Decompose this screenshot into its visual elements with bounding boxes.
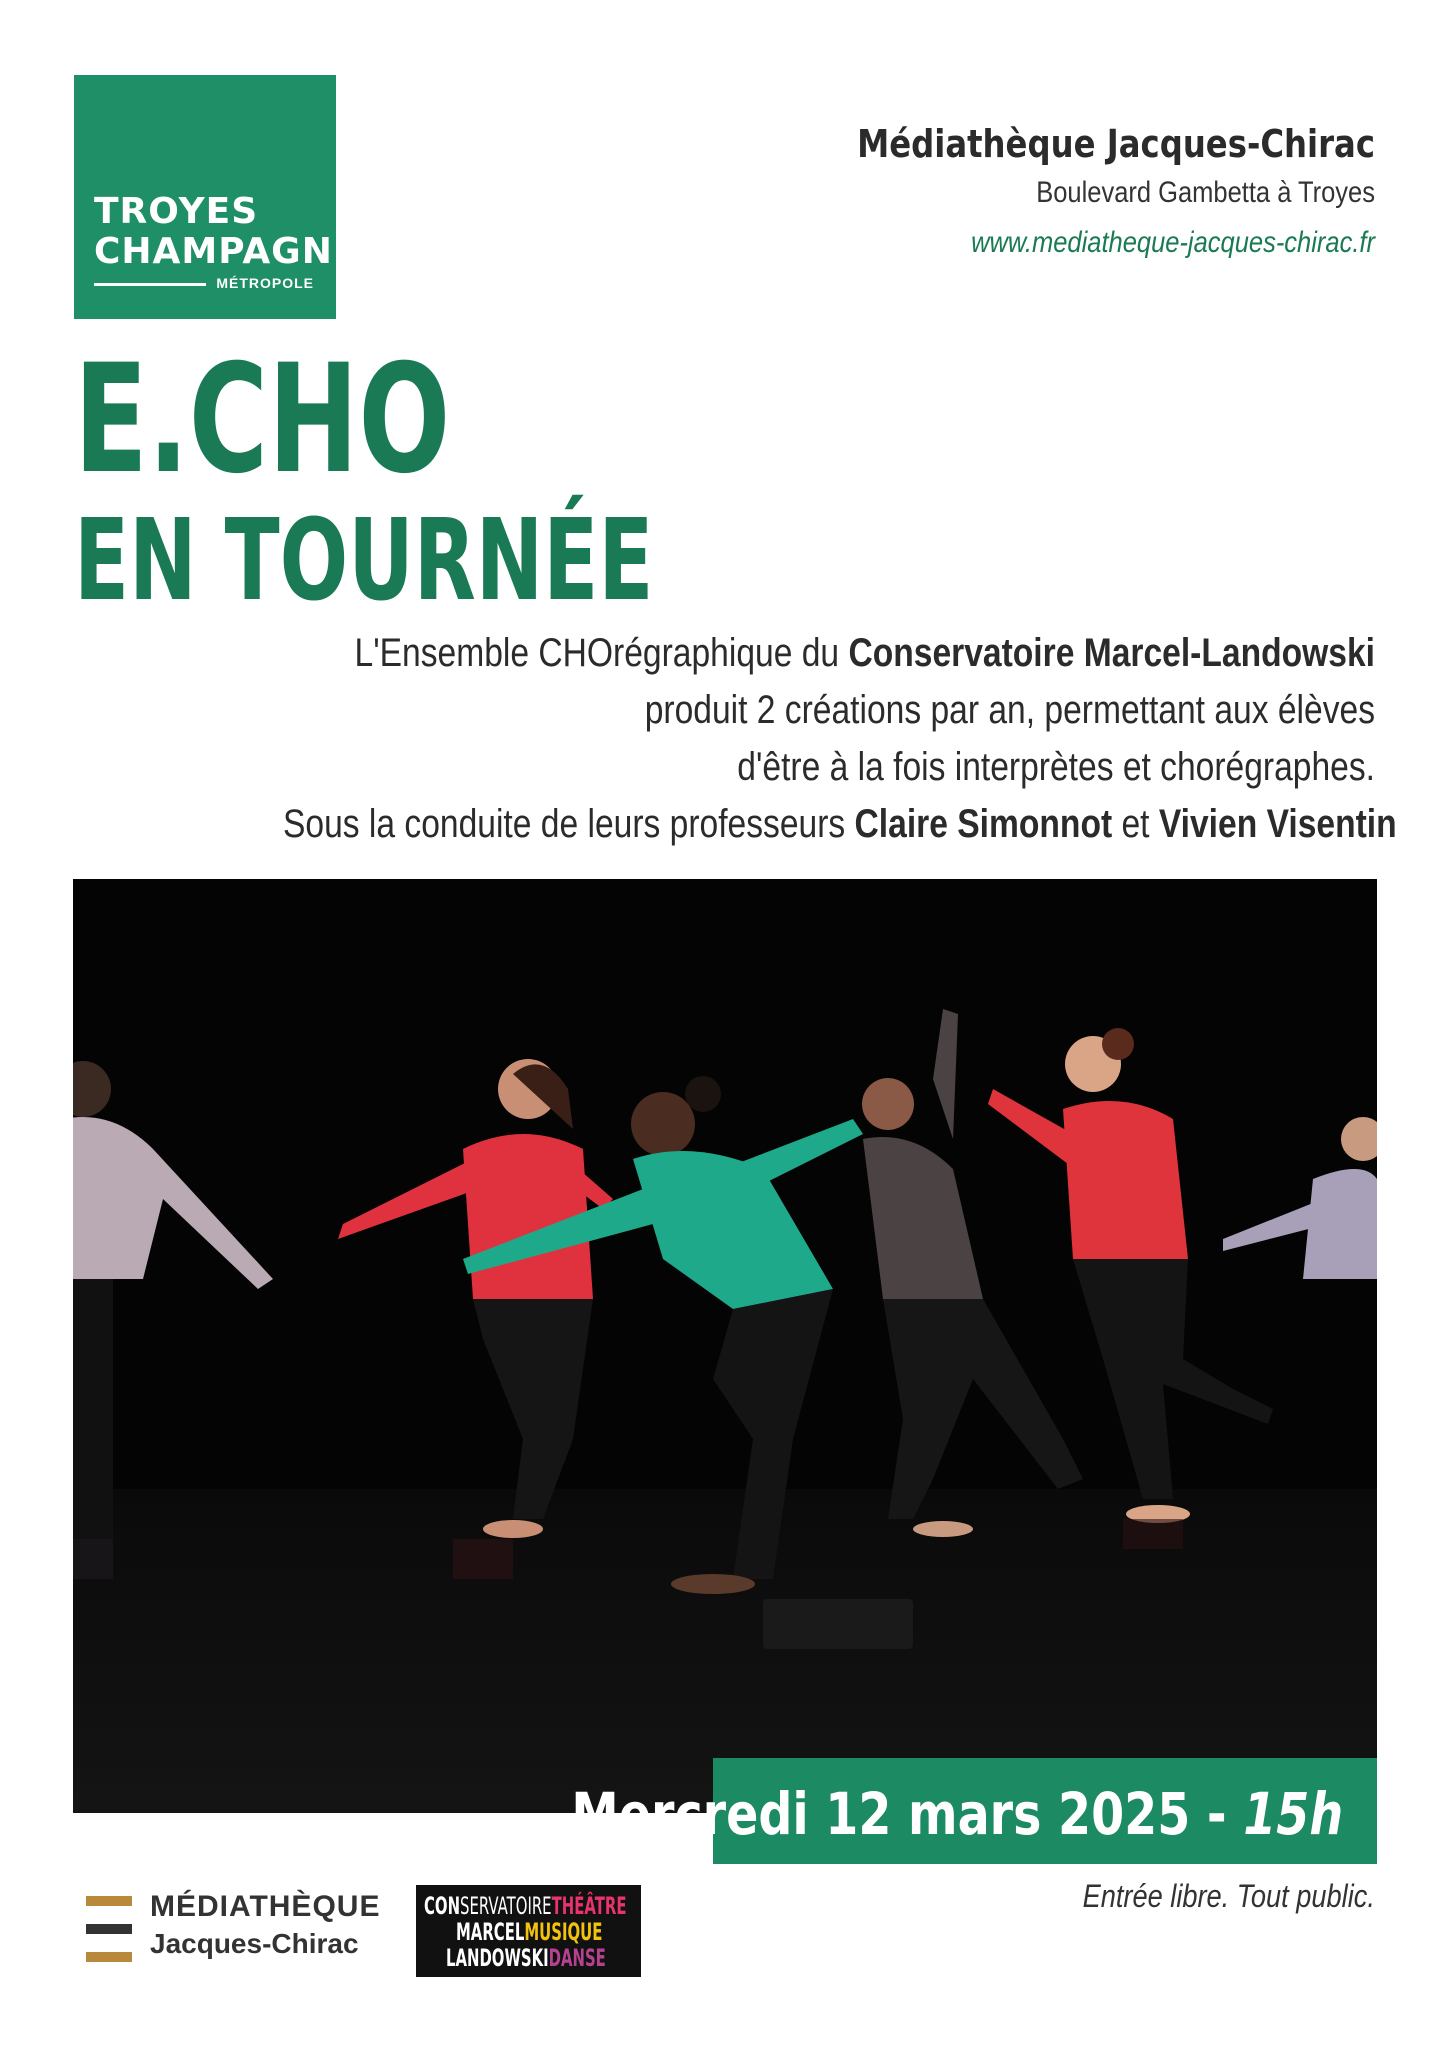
dance-photo-illustration <box>73 879 1377 1813</box>
logo-word: THÉÂTRE <box>551 1892 627 1920</box>
description-line-4 <box>283 796 1397 853</box>
logo-word: DANSE <box>548 1944 606 1972</box>
logo-bar-top <box>86 1896 132 1906</box>
venue-name: Médiathèque Jacques-Chirac <box>857 122 1375 166</box>
entry-info: Entrée libre. Tout public. <box>1082 1878 1375 1914</box>
venue-url-link[interactable]: www.mediatheque-jacques-chirac.fr <box>971 226 1375 259</box>
mediatheque-logo-line-2: Jacques-Chirac <box>150 1928 359 1959</box>
description-text: Sous la conduite de leurs professeurs <box>283 802 855 846</box>
date-banner <box>571 1758 1377 1864</box>
mediatheque-logo-line-1: MÉDIATHÈQUE <box>150 1890 381 1923</box>
event-time: 15h <box>1242 1780 1343 1848</box>
logo-line-1: TROYES <box>94 191 259 232</box>
teacher-name-1: Claire Simonnot <box>854 802 1113 846</box>
logo-rule <box>94 283 206 286</box>
logo-line-3: MÉTROPOLE <box>216 275 314 291</box>
logo-word: CON <box>424 1892 461 1920</box>
venue-address: Boulevard Gambetta à Troyes <box>1036 176 1375 209</box>
event-date <box>571 1780 1343 1848</box>
description-text: L'Ensemble CHOrégraphique du <box>354 631 849 675</box>
troyes-champagne-logo <box>74 75 359 319</box>
logo-word: MUSIQUE <box>524 1918 603 1946</box>
conservatoire-logo <box>416 1885 641 1977</box>
conservatoire-name: Conservatoire Marcel-Landowski <box>848 631 1375 675</box>
mediatheque-logo <box>86 1890 386 1970</box>
description-line-3: d'être à la fois interprètes et chorégraphes. <box>737 745 1375 789</box>
description-text: et <box>1112 802 1159 846</box>
logo-bar-bottom <box>86 1952 132 1962</box>
conservatoire-logo-row-1 <box>424 1893 626 1919</box>
logo-word: LANDOWSKI <box>446 1944 549 1972</box>
stage-light <box>763 1599 913 1649</box>
description-line-1 <box>283 625 1375 682</box>
conservatoire-logo-row-3 <box>446 1945 606 1971</box>
title-line-1: E.CHO <box>74 333 451 507</box>
conservatoire-logo-row-2 <box>456 1919 602 1945</box>
venue-block <box>675 120 1375 268</box>
dance-photo <box>73 879 1377 1813</box>
description-line-2: produit 2 créations par an, permettant aux élèves <box>644 688 1375 732</box>
title-line-2: EN TOURNÉE <box>74 496 654 626</box>
description <box>75 625 1397 853</box>
logo-bar-middle <box>86 1924 132 1934</box>
event-date-text: Mercredi 12 mars 2025 - <box>571 1780 1243 1848</box>
teacher-name-2: Vivien Visentin <box>1158 802 1397 846</box>
logo-word: MARCEL <box>456 1918 525 1946</box>
logo-word: SERVATOIRE <box>460 1892 552 1920</box>
logo-line-2: CHAMPAGNE <box>94 231 359 272</box>
